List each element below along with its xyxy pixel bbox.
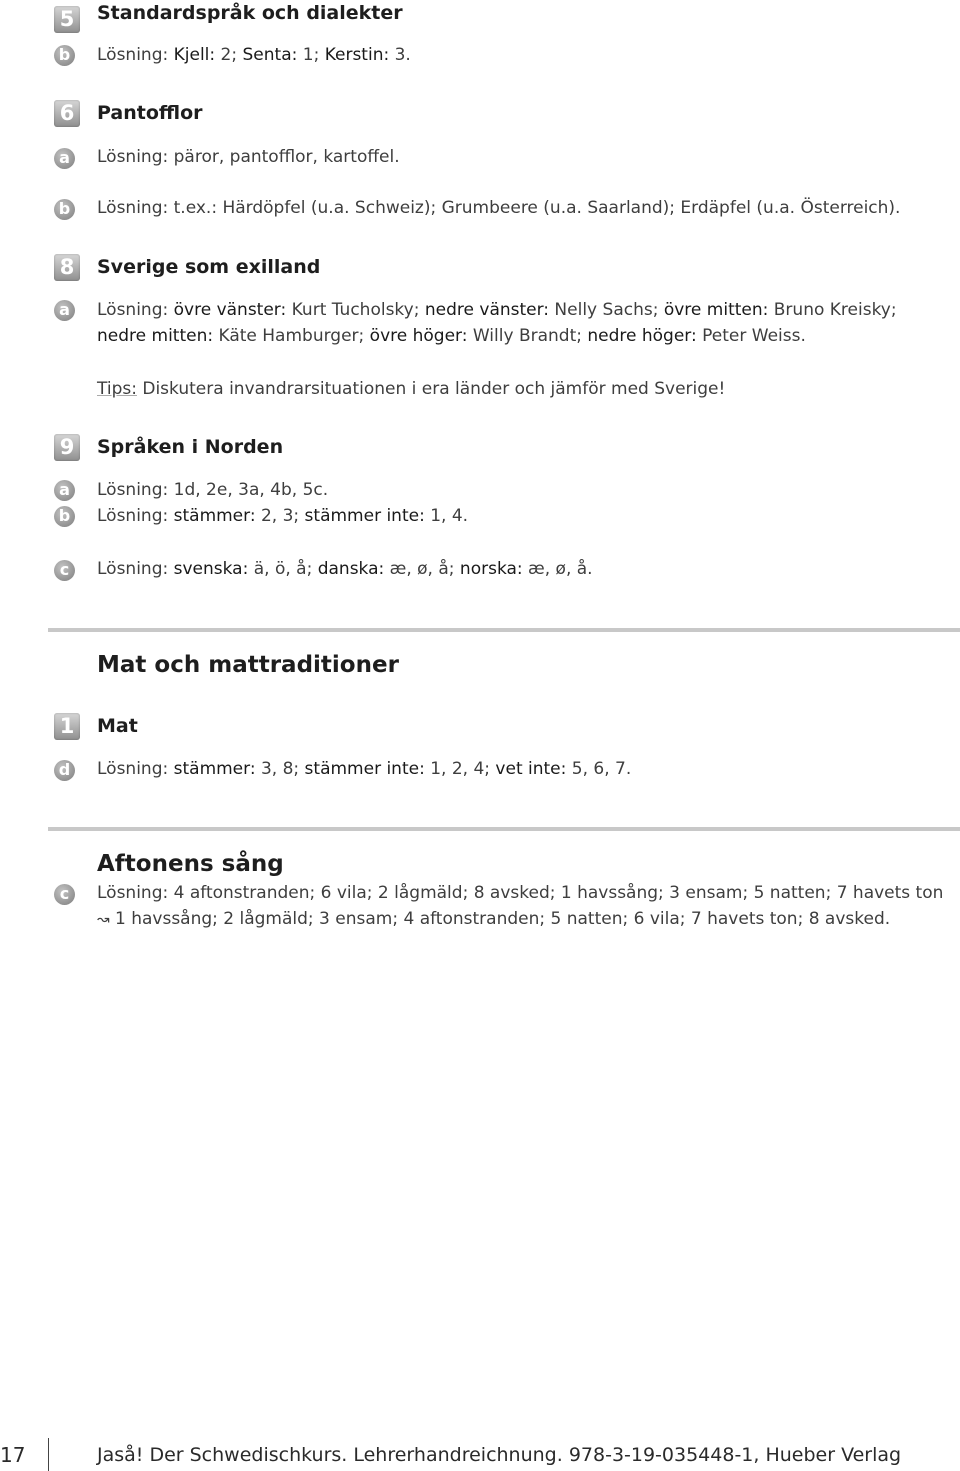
keyword: vet inte: — [495, 759, 567, 779]
footer-citation: Jaså! Der Schwedischkurs. Lehrerhandreichnung. 978-3-19-035448-1, Hueber Verlag — [97, 1444, 902, 1466]
keyword: danska: — [317, 559, 385, 579]
keyword: övre vänster: — [173, 300, 287, 320]
exercise-title: Pantofflor — [97, 102, 203, 124]
value: 5, 6, 7. — [566, 759, 632, 779]
keyword: nedre höger: — [587, 326, 697, 346]
solution-line — [97, 300, 897, 320]
footer-divider — [48, 1438, 49, 1471]
solution-prefix: Lösning: — [97, 300, 174, 320]
task-letter-badge: d — [54, 760, 75, 781]
value: Käte Hamburger; — [213, 326, 370, 346]
exercise-number-badge: 1 — [54, 713, 80, 740]
tips-label: Tips: — [97, 379, 137, 399]
task-letter-badge: c — [54, 884, 75, 905]
exercise-number-badge: 6 — [54, 100, 80, 127]
task-letter-badge: b — [54, 199, 75, 220]
solution-line — [97, 559, 593, 579]
keyword: stämmer: — [173, 506, 256, 526]
page-number: 17 — [0, 1443, 26, 1467]
section-title: Mat och mattraditioner — [97, 652, 399, 678]
solution-line: Lösning: päror, pantofflor, kartoffel. — [97, 147, 400, 167]
task-letter-badge: a — [54, 300, 75, 321]
keyword: övre höger: — [369, 326, 468, 346]
solution-line: Lösning: t.ex.: Härdöpfel (u.a. Schweiz); Grumbeere (u.a. Saarland); Erdäpfel (u.a. Österreich). — [97, 198, 901, 218]
keyword: nedre vänster: — [424, 300, 550, 320]
solution-line — [97, 506, 468, 526]
keyword: Kjell: — [173, 45, 216, 65]
keyword: norska: — [459, 559, 523, 579]
keyword: övre mitten: — [663, 300, 769, 320]
value: ä, ö, å; — [248, 559, 318, 579]
keyword: Senta: — [242, 45, 298, 65]
value: Nelly Sachs; — [549, 300, 664, 320]
value: Kurt Tucholsky; — [286, 300, 425, 320]
keyword: stämmer: — [173, 759, 256, 779]
keyword: nedre mitten: — [97, 326, 214, 346]
exercise-title: Språken i Norden — [97, 436, 284, 458]
solution-prefix: Lösning: — [97, 45, 174, 65]
task-letter-badge: b — [54, 45, 75, 66]
value: 1, 2, 4; — [424, 759, 496, 779]
task-letter-badge: a — [54, 148, 75, 169]
solution-line — [97, 909, 890, 929]
exercise-number-badge: 8 — [54, 254, 80, 281]
exercise-number-badge: 5 — [54, 6, 80, 33]
keyword: Kerstin: — [324, 45, 390, 65]
solution-line — [97, 45, 411, 65]
value: 3. — [389, 45, 411, 65]
value: Bruno Kreisky; — [768, 300, 897, 320]
exercise-number-badge: 9 — [54, 434, 80, 461]
solution-text: 1 havssång; 2 lågmäld; 3 ensam; 4 aftonstranden; 5 natten; 6 vila; 7 havets ton; 8 avsked. — [114, 909, 891, 929]
value: Peter Weiss. — [696, 326, 806, 346]
tips-line — [97, 379, 725, 399]
exercise-title: Standardspråk och dialekter — [97, 2, 403, 24]
exercise-title: Mat — [97, 715, 138, 737]
value: 1; — [297, 45, 325, 65]
keyword: svenska: — [173, 559, 249, 579]
arrow-icon: ↝ — [97, 910, 110, 928]
section-divider — [48, 827, 960, 831]
tips-text: Diskutera invandrarsituationen i era länder och jämför med Sverige! — [136, 379, 726, 399]
value: 2, 3; — [255, 506, 305, 526]
solution-prefix: Lösning: — [97, 759, 174, 779]
value: 1, 4. — [424, 506, 469, 526]
task-letter-badge: b — [54, 506, 75, 527]
solution-prefix: Lösning: — [97, 506, 174, 526]
solution-line: Lösning: 4 aftonstranden; 6 vila; 2 lågmäld; 8 avsked; 1 havssång; 3 ensam; 5 natten; 7 havets ton — [97, 883, 944, 903]
task-letter-badge: c — [54, 560, 75, 581]
task-letter-badge: a — [54, 480, 75, 501]
value: 2; — [215, 45, 243, 65]
solution-line — [97, 759, 631, 779]
solution-line: Lösning: 1d, 2e, 3a, 4b, 5c. — [97, 480, 329, 500]
value: æ, ø, å. — [522, 559, 593, 579]
section-divider — [48, 628, 960, 632]
solution-prefix: Lösning: — [97, 559, 174, 579]
keyword: stämmer inte: — [304, 759, 425, 779]
value: Willy Brandt; — [467, 326, 588, 346]
exercise-title: Sverige som exilland — [97, 256, 321, 278]
section-title: Aftonens sång — [97, 851, 284, 877]
solution-line — [97, 326, 806, 346]
value: æ, ø, å; — [384, 559, 460, 579]
value: 3, 8; — [255, 759, 305, 779]
keyword: stämmer inte: — [304, 506, 425, 526]
